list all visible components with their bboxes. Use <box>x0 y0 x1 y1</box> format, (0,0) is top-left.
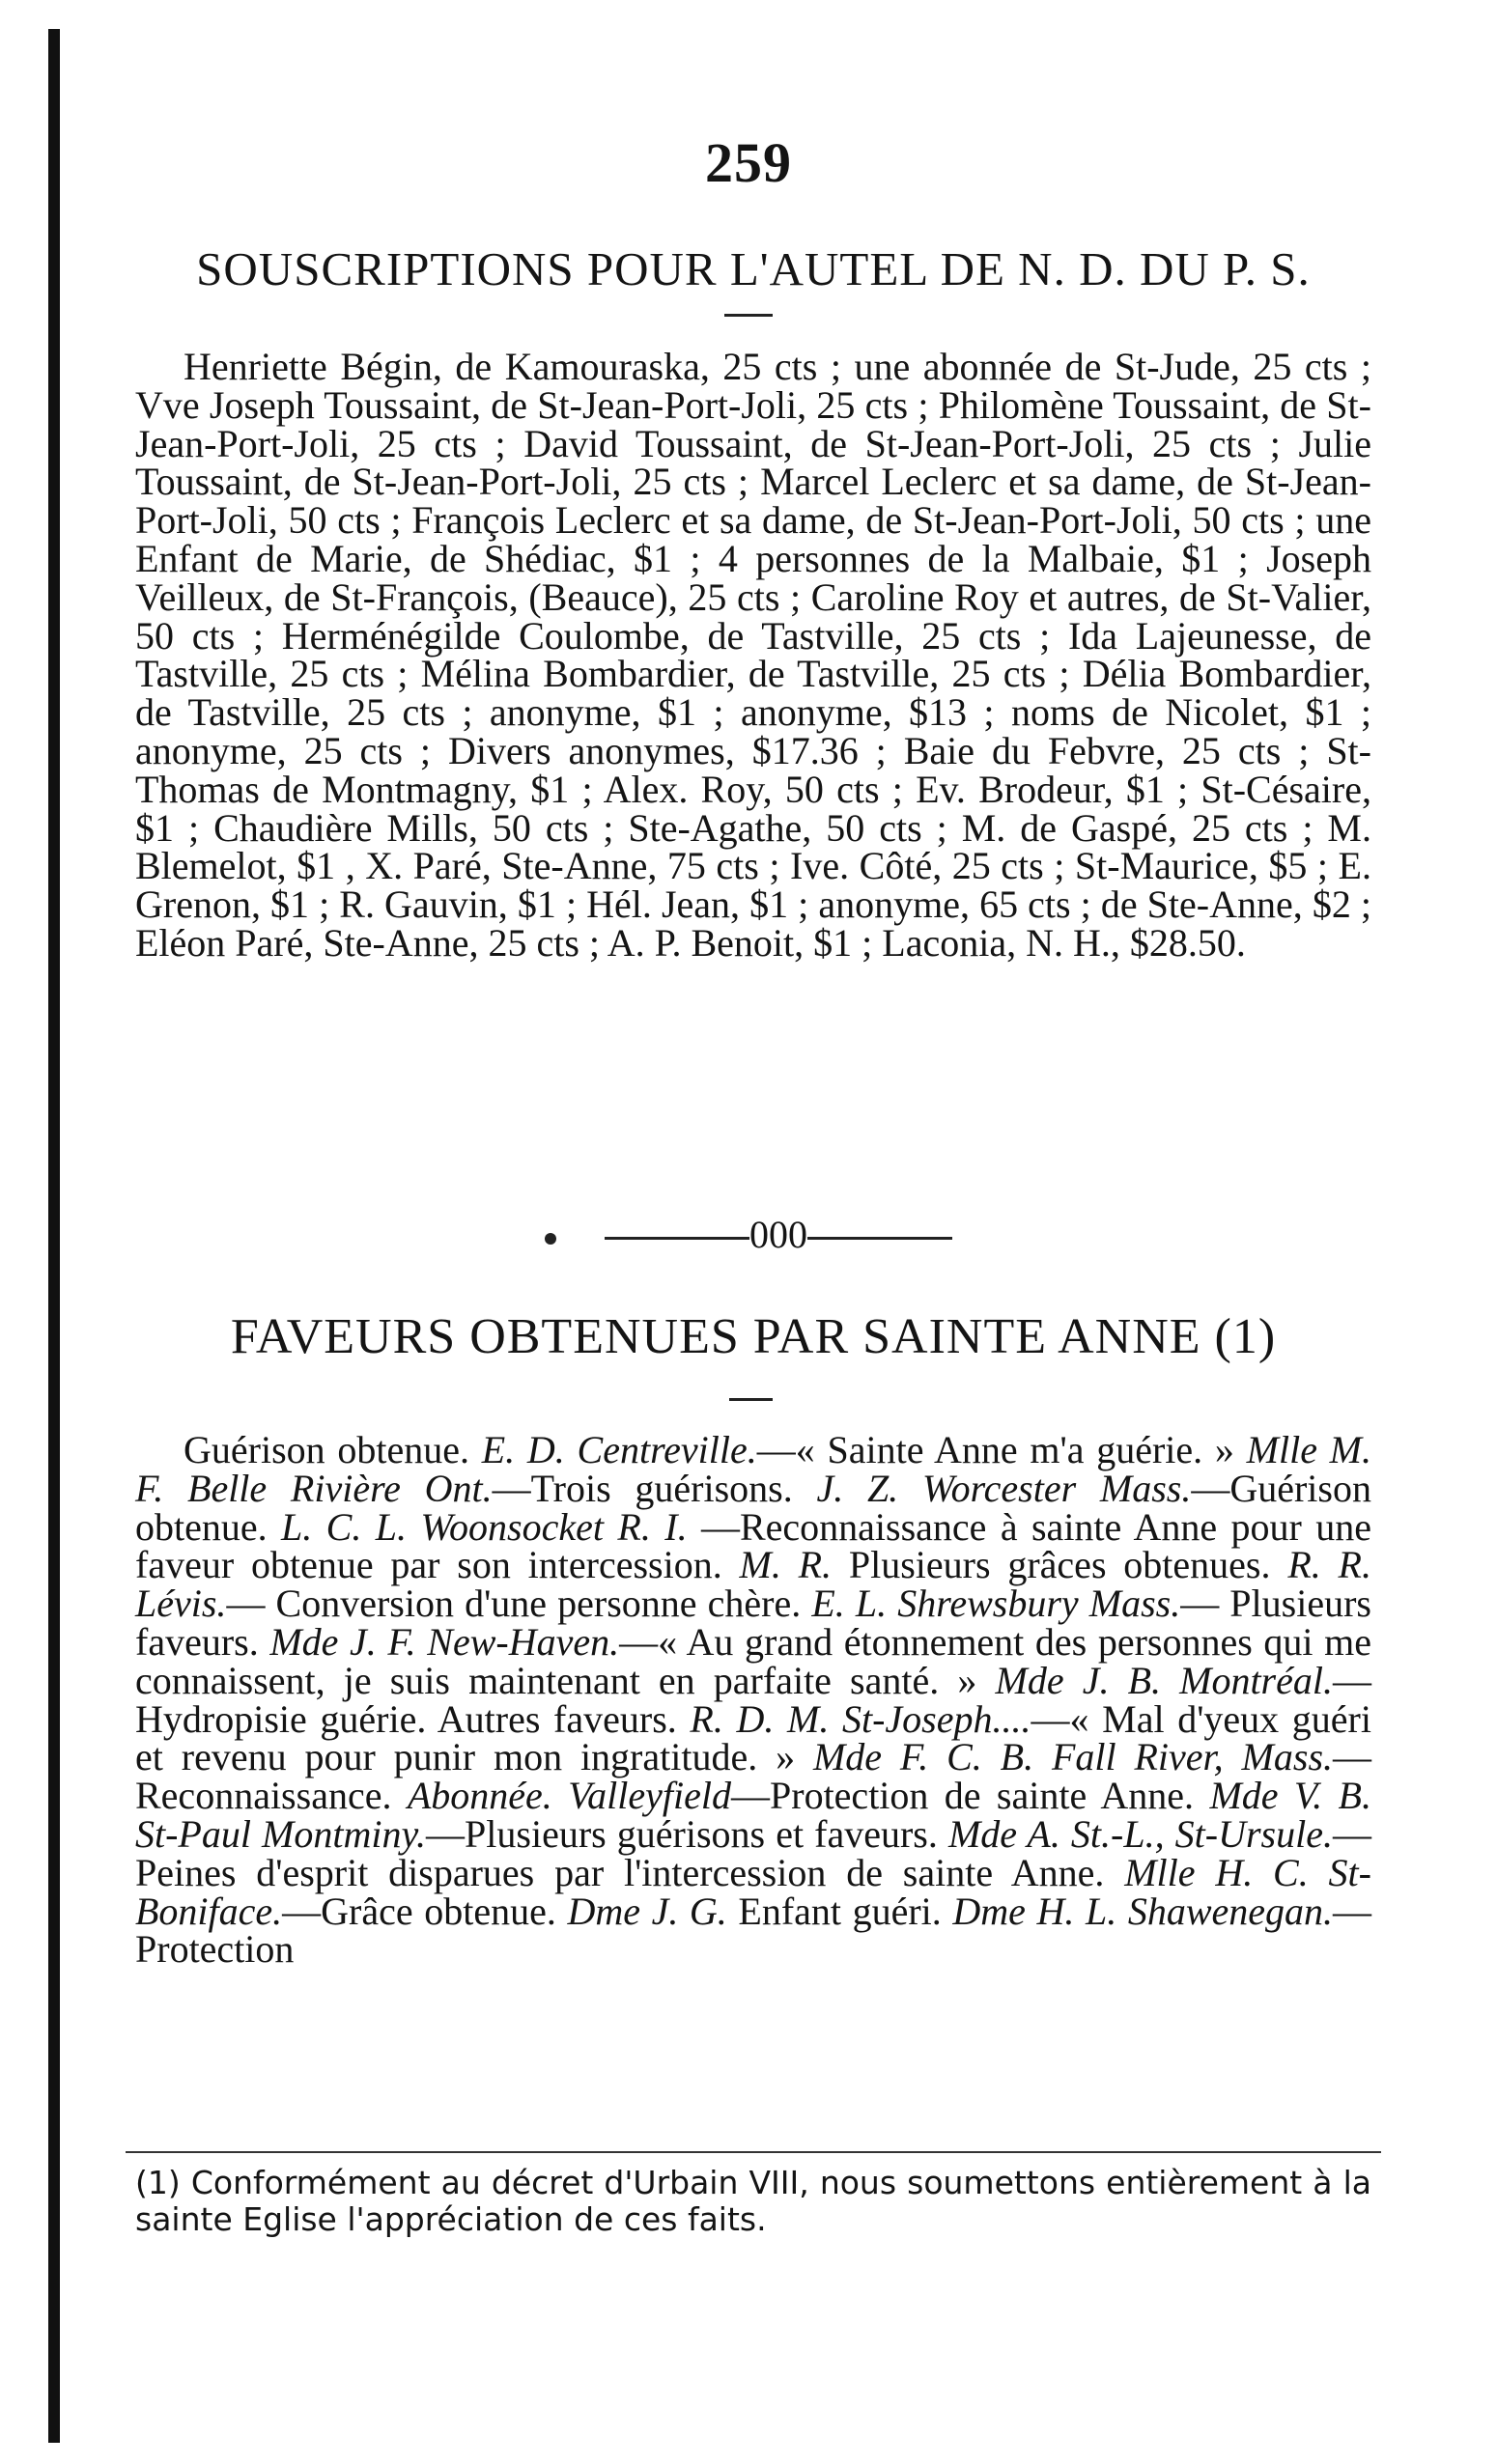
faveur-initials: Mde F. C. B. Fall River, Mass. <box>812 1735 1334 1779</box>
faveur-text: —Hydropisie guérie. Autres faveurs. <box>135 1658 1371 1741</box>
souscriptions-paragraph: Henriette Bégin, de Kamouraska, 25 cts ; une abonnée de St-Jude, 25 cts ; Vve Joseph Toussaint, de St-Jean-Port-Joli, 25 cts ; Philomène Toussaint, de St-Jean-Port-Joli, 25 cts ; David Toussaint, de St-Jean-Port-Joli, 25 cts ; Julie Toussaint, de St-Jean-Port-Joli, 25 cts ; Marcel Leclerc et sa dame, de St-Jean-Port-Joli, 50 cts ; François Leclerc et sa dame, de St-Jean-Port-Joli, 50 cts ; une Enfant de Marie, de Shédiac, $1 ; 4 personnes de la Malbaie, $1 ; Joseph Veilleux, de St-François, (Beauce), 25 cts ; Caroline Roy et autres, de St-Valier, 50 cts ; Herménégilde Coulombe, de Tastville, 25 cts ; Ida Lajeunesse, de Tastville, 25 cts ; Mélina Bombardier, de Tastville, 25 cts ; Délia Bombardier, de Tastville, 25 cts ; anonyme, $1 ; anonyme, $13 ; noms de Nicolet, $1 ; anonyme, 25 cts ; Divers anonymes, $17.36 ; Baie du Febvre, 25 cts ; St-Thomas de Montmagny, $1 ; Alex. Roy, 50 cts ; Ev. Brodeur, $1 ; St-Césaire, $1 ; Chaudière Mills, 50 cts ; Ste-Agathe, 50 cts ; M. de Gaspé, 25 cts ; M. Blemelot, $1 , X. Paré, Ste-Anne, 75 cts ; Ive. Côté, 25 cts ; St-Maurice, $5 ; E. Grenon, $1 ; R. Gauvin, $1 ; Hél. Jean, $1 ; anonyme, 65 cts ; de Ste-Anne, $2 ; Eléon Paré, Ste-Anne, 25 cts ; A. P. Benoit, $1 ; Laconia, N. H., $28.50. <box>135 345 1371 965</box>
faveur-initials: Abonnée. Valleyfield <box>407 1774 731 1818</box>
faveur-initials: L. C. L. Woonsocket R. I. <box>281 1504 688 1549</box>
title-rule <box>729 1398 773 1401</box>
faveur-initials: Dme H. L. Shawenegan. <box>952 1889 1334 1933</box>
faveurs-paragraph <box>135 1428 1372 1972</box>
section-title-faveurs: FAVEURS OBTENUES PAR SAINTE ANNE (1) <box>230 1309 1277 1364</box>
faveur-initials: R. R. Lévis. <box>135 1543 1371 1626</box>
faveur-text: —« Mal d'yeux guéri et revenu pour punir mon ingratitude. » <box>135 1696 1371 1779</box>
faveur-initials: Mde J. B. Montréal. <box>995 1658 1333 1702</box>
faveur-initials: R. D. M. St-Joseph.... <box>690 1696 1031 1741</box>
section-title-souscriptions: SOUSCRIPTIONS POUR L'AUTEL DE N. D. DU P. S. <box>196 242 1311 295</box>
faveur-initials: Dme J. G. <box>567 1889 727 1933</box>
title-rule <box>724 314 773 317</box>
faveur-initials: E. D. Centreville. <box>481 1428 757 1471</box>
footnote: (1) Conformément au décret d'Urbain VIII, nous soumettons entièrement à la sainte Eglise l'appréciation de ces faits. <box>135 2164 1371 2238</box>
faveur-text: Plusieurs grâces obtenues. <box>832 1543 1288 1587</box>
faveur-text: —Trois guérisons. <box>492 1466 817 1510</box>
faveur-text: —« Au grand étonnement des personnes qui me connaissent, je suis maintenant en parfaite santé. » <box>135 1619 1372 1702</box>
faveur-initials: Mde J. F. New-Haven. <box>269 1619 620 1664</box>
faveur-text: —Peines d'esprit disparues par l'intercession de sainte Anne. <box>135 1811 1371 1894</box>
faveur-initials: Mlle M. F. Belle Rivière Ont. <box>135 1428 1371 1510</box>
divider-bullet <box>545 1233 556 1245</box>
faveur-text: — Plusieurs faveurs. <box>135 1582 1371 1664</box>
section-divider <box>0 1212 1497 1257</box>
faveur-text: — Reconnaissance. <box>135 1735 1372 1818</box>
footnote-rule <box>126 2151 1381 2153</box>
faveur-initials: E. L. Shrewsbury Mass. <box>811 1582 1181 1626</box>
page-number: 259 <box>705 131 792 194</box>
faveur-text: Guérison obtenue. <box>184 1428 482 1471</box>
divider-line-right <box>807 1237 952 1240</box>
faveur-text: —Reconnaissance à sainte Anne pour une faveur obtenue par son intercession. <box>135 1504 1372 1587</box>
faveur-initials: Mlle H. C. St-Boniface. <box>135 1850 1371 1933</box>
faveur-text: —Guérison obtenue. <box>135 1466 1371 1549</box>
faveur-initials: Mde A. St.-L., St-Ursule. <box>947 1811 1333 1856</box>
faveur-initials: J. Z. Worcester Mass. <box>816 1466 1192 1510</box>
faveur-initials: Mde V. B. St-Paul Montminy. <box>135 1774 1371 1856</box>
faveur-text: — Conversion d'une personne chère. <box>226 1582 812 1626</box>
faveur-initials: M. R. <box>739 1543 833 1587</box>
divider-line-left <box>605 1237 749 1240</box>
faveur-text: —Protection de sainte Anne. <box>731 1774 1210 1818</box>
faveur-text: Enfant guéri. <box>726 1889 953 1933</box>
faveur-text: —Protection <box>135 1889 1372 1972</box>
faveur-text: —Grâce obtenue. <box>282 1889 568 1933</box>
divider-ornament: 000 <box>749 1213 807 1256</box>
faveur-text: —Plusieurs guérisons et faveurs. <box>426 1811 948 1856</box>
faveur-text: —« Sainte Anne m'a guérie. » <box>756 1428 1247 1471</box>
